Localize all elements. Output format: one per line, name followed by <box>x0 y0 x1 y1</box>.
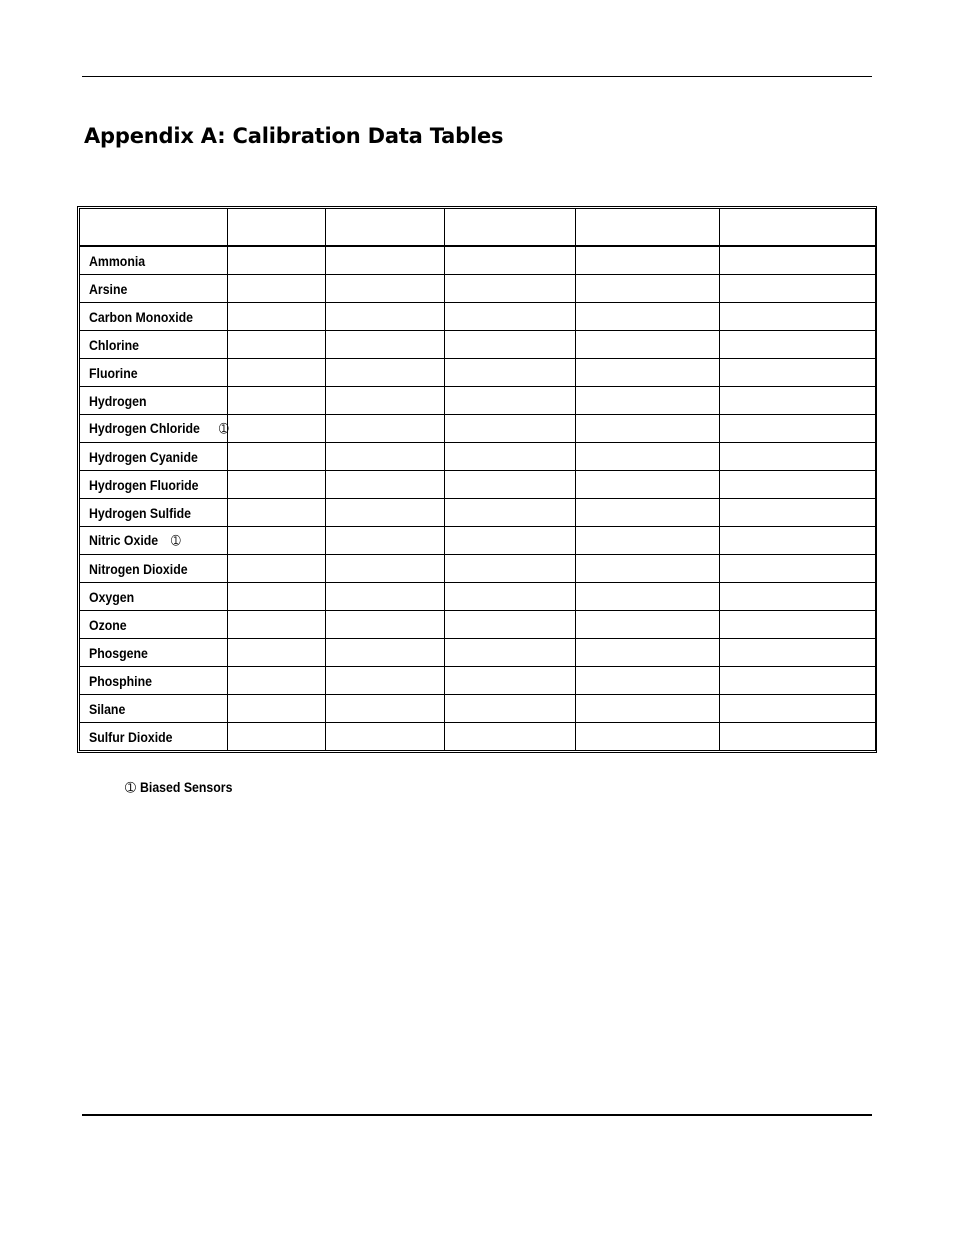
data-entry-cell <box>228 723 326 751</box>
header-cell <box>576 209 720 247</box>
data-entry-cell <box>445 583 576 611</box>
data-entry-cell <box>720 443 876 471</box>
data-entry-cell <box>720 695 876 723</box>
gas-name-cell <box>80 387 228 415</box>
data-entry-cell <box>445 387 576 415</box>
data-entry-cell <box>576 415 720 443</box>
gas-name-cell <box>80 443 228 471</box>
gas-name-cell <box>80 611 228 639</box>
data-entry-cell <box>445 527 576 555</box>
data-entry-cell <box>576 387 720 415</box>
data-entry-cell <box>228 275 326 303</box>
table-row <box>80 527 876 555</box>
data-entry-cell <box>720 471 876 499</box>
gas-name: Phosphine <box>89 672 152 689</box>
header-cell <box>326 209 445 247</box>
gas-name: Hydrogen Cyanide <box>89 448 198 465</box>
data-entry-cell <box>228 611 326 639</box>
table-header-row <box>80 209 876 247</box>
gas-name: Fluorine <box>89 364 138 381</box>
data-entry-cell <box>576 667 720 695</box>
biased-sensor-mark: ➀ <box>218 421 229 436</box>
data-entry-cell <box>720 583 876 611</box>
data-entry-cell <box>326 695 445 723</box>
data-entry-cell <box>720 723 876 751</box>
gas-name: Ammonia <box>89 252 146 269</box>
data-entry-cell <box>720 555 876 583</box>
data-entry-cell <box>720 303 876 331</box>
gas-name: Carbon Monoxide <box>89 308 194 325</box>
data-entry-cell <box>445 471 576 499</box>
data-entry-cell <box>228 695 326 723</box>
data-entry-cell <box>720 387 876 415</box>
data-entry-cell <box>228 499 326 527</box>
data-entry-cell <box>445 695 576 723</box>
table-body <box>80 246 876 751</box>
data-entry-cell <box>720 331 876 359</box>
data-entry-cell <box>576 611 720 639</box>
gas-name: Hydrogen Sulfide <box>89 504 191 521</box>
data-entry-cell <box>445 303 576 331</box>
data-entry-cell <box>228 359 326 387</box>
biased-sensor-mark: ➀ <box>125 780 136 795</box>
data-entry-cell <box>326 583 445 611</box>
gas-name: Nitric Oxide <box>89 532 159 548</box>
gas-name-cell <box>80 639 228 667</box>
header-cell <box>445 209 576 247</box>
gas-name: Chlorine <box>89 336 139 353</box>
data-entry-cell <box>445 443 576 471</box>
data-entry-cell <box>445 246 576 275</box>
table-row <box>80 275 876 303</box>
gas-name-cell <box>80 275 228 303</box>
footer-rule <box>82 1114 872 1116</box>
gas-name-cell <box>80 527 228 555</box>
gas-name-cell <box>80 499 228 527</box>
gas-name-cell <box>80 331 228 359</box>
table-row <box>80 499 876 527</box>
data-entry-cell <box>720 359 876 387</box>
data-entry-cell <box>326 359 445 387</box>
gas-name-cell <box>80 471 228 499</box>
gas-name: Sulfur Dioxide <box>89 728 173 745</box>
gas-name-cell <box>80 415 228 443</box>
gas-name: Arsine <box>89 280 128 297</box>
data-entry-cell <box>326 639 445 667</box>
data-entry-cell <box>576 723 720 751</box>
data-entry-cell <box>228 443 326 471</box>
data-entry-cell <box>576 331 720 359</box>
gas-name: Silane <box>89 700 126 717</box>
data-entry-cell <box>445 723 576 751</box>
data-entry-cell <box>326 443 445 471</box>
data-entry-cell <box>720 415 876 443</box>
gas-name: Hydrogen Fluoride <box>89 476 199 493</box>
table-row <box>80 639 876 667</box>
data-entry-cell <box>326 611 445 639</box>
data-entry-cell <box>720 527 876 555</box>
table-row <box>80 471 876 499</box>
table-row <box>80 387 876 415</box>
data-entry-cell <box>326 527 445 555</box>
table-row <box>80 415 876 443</box>
data-entry-cell <box>326 667 445 695</box>
data-entry-cell <box>228 527 326 555</box>
data-entry-cell <box>326 303 445 331</box>
data-entry-cell <box>576 471 720 499</box>
data-entry-cell <box>445 555 576 583</box>
data-entry-cell <box>720 246 876 275</box>
data-entry-cell <box>228 387 326 415</box>
data-entry-cell <box>228 303 326 331</box>
data-entry-cell <box>576 527 720 555</box>
gas-name-cell <box>80 583 228 611</box>
gas-name: Phosgene <box>89 644 148 661</box>
data-entry-cell <box>228 331 326 359</box>
data-entry-cell <box>576 443 720 471</box>
data-entry-cell <box>445 275 576 303</box>
data-entry-cell <box>576 359 720 387</box>
table-row <box>80 246 876 275</box>
header-cell <box>720 209 876 247</box>
header-cell <box>80 209 228 247</box>
footnote-text: Biased Sensors <box>139 779 233 795</box>
table-row <box>80 303 876 331</box>
table-row <box>80 443 876 471</box>
gas-name-cell <box>80 723 228 751</box>
gas-name-cell <box>80 359 228 387</box>
data-entry-cell <box>720 667 876 695</box>
calibration-table <box>79 208 876 751</box>
data-entry-cell <box>576 583 720 611</box>
data-entry-cell <box>326 723 445 751</box>
data-entry-cell <box>576 303 720 331</box>
data-entry-cell <box>445 611 576 639</box>
table-row <box>80 695 876 723</box>
gas-name-cell <box>80 303 228 331</box>
header-cell <box>228 209 326 247</box>
data-entry-cell <box>720 639 876 667</box>
data-entry-cell <box>576 555 720 583</box>
data-entry-cell <box>228 667 326 695</box>
footnote <box>125 779 245 796</box>
data-entry-cell <box>326 246 445 275</box>
gas-name-cell <box>80 667 228 695</box>
data-entry-cell <box>720 499 876 527</box>
data-entry-cell <box>576 499 720 527</box>
data-entry-cell <box>326 275 445 303</box>
gas-name: Hydrogen <box>89 392 147 409</box>
data-entry-cell <box>576 639 720 667</box>
data-entry-cell <box>576 246 720 275</box>
table-row <box>80 555 876 583</box>
data-entry-cell <box>576 275 720 303</box>
gas-name: Nitrogen Dioxide <box>89 560 188 577</box>
data-entry-cell <box>445 415 576 443</box>
data-entry-cell <box>720 275 876 303</box>
gas-name: Oxygen <box>89 588 135 605</box>
gas-name: Hydrogen Chloride <box>89 420 200 436</box>
data-entry-cell <box>326 387 445 415</box>
data-entry-cell <box>720 611 876 639</box>
data-entry-cell <box>228 555 326 583</box>
data-entry-cell <box>576 695 720 723</box>
data-entry-cell <box>445 499 576 527</box>
data-entry-cell <box>445 331 576 359</box>
calibration-table-frame <box>77 206 877 753</box>
page-title: Appendix A: Calibration Data Tables <box>84 124 504 148</box>
data-entry-cell <box>326 331 445 359</box>
table-row <box>80 723 876 751</box>
header-rule <box>82 76 872 77</box>
data-entry-cell <box>445 667 576 695</box>
gas-name-cell <box>80 555 228 583</box>
data-entry-cell <box>326 499 445 527</box>
biased-sensor-mark: ➀ <box>171 533 182 548</box>
table-row <box>80 583 876 611</box>
data-entry-cell <box>228 471 326 499</box>
gas-name: Ozone <box>89 616 127 633</box>
table-row <box>80 359 876 387</box>
data-entry-cell <box>326 415 445 443</box>
table-row <box>80 611 876 639</box>
data-entry-cell <box>445 639 576 667</box>
data-entry-cell <box>326 471 445 499</box>
data-entry-cell <box>445 359 576 387</box>
data-entry-cell <box>228 583 326 611</box>
data-entry-cell <box>228 639 326 667</box>
table-row <box>80 331 876 359</box>
data-entry-cell <box>326 555 445 583</box>
gas-name-cell <box>80 695 228 723</box>
table-row <box>80 667 876 695</box>
data-entry-cell <box>228 246 326 275</box>
gas-name-cell <box>80 246 228 275</box>
data-entry-cell <box>228 415 326 443</box>
